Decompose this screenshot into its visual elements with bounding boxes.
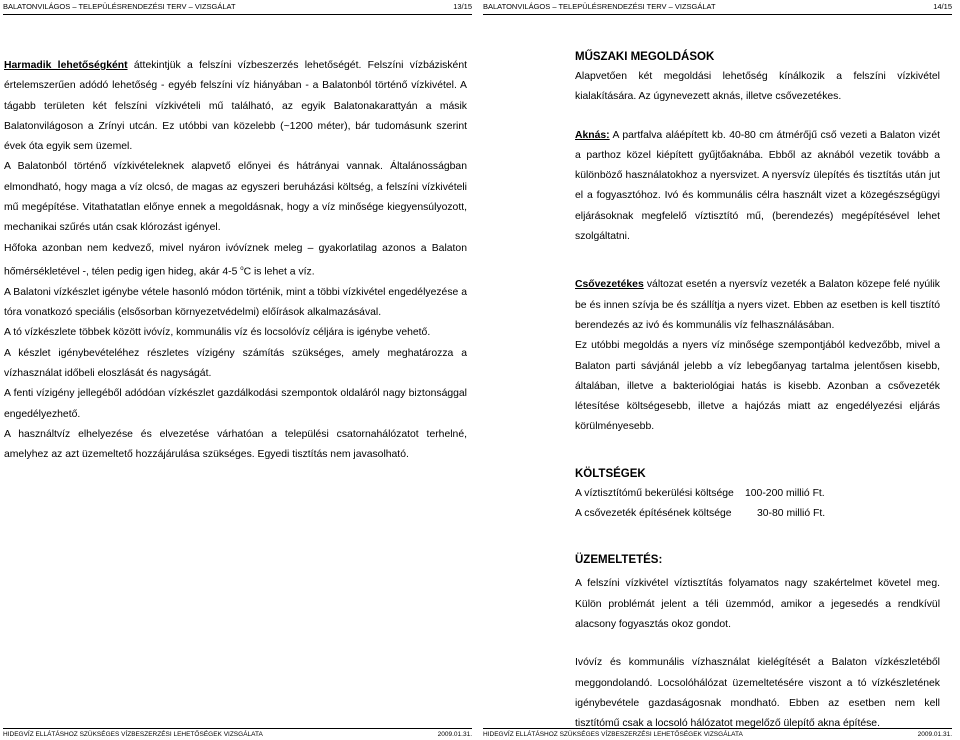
page-header: [3, 0, 472, 15]
paragraph: [575, 126, 940, 248]
page-body: [575, 47, 940, 734]
footer-date: 2009.01.31.: [437, 731, 472, 738]
cost-row: [575, 504, 940, 524]
header-title: BALATONVILÁGOS – TELEPÜLÉSRENDEZÉSI TERV – VIZSGÁLAT: [3, 2, 236, 11]
paragraph: A használtvíz elhelyezése és elvezetése várhatóan a települési csatornahálózatot terhelné, amelyhez az azt üzemeltető hozzájárulása szükséges. Egyedi tisztítás nem javasolható.: [4, 428, 467, 461]
footer-date: 2009.01.31.: [917, 731, 952, 738]
paragraph-text: A partfalva aláépített kb. 40-80 cm átmérőjű cső vezeti a Balaton vizét a parthoz közel kiépített gyűjtőaknába. Ebből az aknából vezetik tovább a különböző használatokhoz a nyersvizet. A nyersvíz ülepítés és tisztítás után jut el a fogyasztóhoz. Ivó és kommunális célra használt vizet a közegészségügyi eljárásoknak megfelelő víztisztító mű, (berendezés) megépítésével lehet szolgáltatni.: [575, 129, 940, 243]
page-footer: [483, 728, 952, 740]
paragraph: Ivóvíz és kommunális vízhasználat kielégítését a Balaton vízkészletéből meggondolandó. Locsolóhálózat üzemeltetésére viszont a tó vízkészletének igénybevétele gazdaságosnak mondható. Ebben az esetben nem kell tisztítómű csak a locsoló hálózatot megelőző ülepítő akna építése.: [575, 657, 940, 730]
paragraph-text: áttekintjük a felszíni vízbeszerzés lehetőségét. Felszíni vízbázisként értelemszerűen adódó lehetőség - egyéb felszíni víz hiányában - a Balatonból történő vízkivétel. A tágabb területen két felszíni vízkivételi mű található, az egyik Balatonakarattyán a másik Balatonvilágoson a Zrínyi utcán. Ez utóbbi van közelebb (~1200 méter), bár tudomásunk szerint évek óta egyik sem üzemel.: [4, 60, 467, 153]
paragraph-text: C is lehet a víz.: [243, 266, 315, 278]
section-heading-operations: ÜZEMELTETÉS:: [575, 554, 663, 567]
page-number: 14/15: [933, 2, 952, 11]
paragraph: Ez utóbbi megoldás a nyers víz minősége szempontjából kedvezőbb, mivel a Balaton parti sávjánál jelebb a víz lebegőanyag tartalma jelentősen kisebb, általában, illetve a bakteriológiai hatás is kisebb. Azonban a csővezeték létesítése költségesebb, illetve a hajózás miatt az engedélyezési eljárás körülményesebb.: [575, 340, 940, 433]
cost-value: 30-80 millió Ft.: [757, 508, 826, 520]
paragraph: Alapvetően két megoldási lehetőség kínálkozik a felszíni vízkivétel kialakítására. Az úgynevezett aknás, illetve csővezetékes.: [575, 71, 940, 103]
degree-sup: o: [240, 265, 244, 272]
paragraph-text: Hőfoka azonban nem kedvező, mivel nyáron ivóvíznek meleg – gyakorlatilag azonos a Balaton hőmérsékletével -, télen pedig igen hideg, akár 4-5: [4, 242, 467, 278]
paragraph: A fenti vízigény jellegéből adódóan vízkészlet gazdálkodási szempontok oldaláról nagy biztonsággal engedélyezhető.: [4, 388, 467, 420]
cost-row: [575, 484, 940, 504]
footer-title: HIDEGVÍZ ELLÁTÁSHOZ SZÜKSÉGES VÍZBESZERZÉSI LEHETŐSÉGEK VIZSGÁLATA: [483, 731, 743, 738]
paragraph: [4, 239, 467, 283]
page-body: [4, 56, 467, 465]
page-footer: [3, 728, 472, 740]
paragraph: [575, 275, 940, 336]
paragraph: [4, 56, 467, 157]
page-header: [483, 0, 952, 15]
section-heading-costs: KÖLTSÉGEK: [575, 467, 646, 480]
paragraph-text: változat esetén a nyersvíz vezeték a Balaton közepe felé nyúlik be és innen szívja be és szállítja a nyers vizet. Ebben az esetben is kell tisztító berendezés az ivó és kommunális víz felhasználásában.: [575, 279, 940, 331]
cost-value: 100-200 millió Ft.: [745, 487, 825, 499]
term-label: Aknás:: [575, 129, 610, 141]
paragraph: A Balatonból történő vízkivételeknek alapvető előnyei és hátrányai vannak. Általánosságban elmondható, hogy maga a víz olcsó, de magas az egyszeri beruházási költség, a felszíni vízkivételi mű megépítése. Vitathatatlan előnye ennek a megoldásnak, hogy a víz minősége kiegyensúlyozott, mechanikai szűrés után csak klórozást igényel.: [4, 161, 467, 234]
paragraph: A készlet igénybevételéhez részletes vízigény számítás szükséges, amely meghatározza a vízhasználat időbeli eloszlását és nagyságát.: [4, 347, 467, 379]
header-title: BALATONVILÁGOS – TELEPÜLÉSRENDEZÉSI TERV – VIZSGÁLAT: [483, 2, 716, 11]
right-page: [480, 0, 960, 740]
page-number: 13/15: [453, 2, 472, 11]
paragraph: A tó vízkészlete többek között ivóvíz, kommunális víz és locsolóvíz céljára is igénybe vehető.: [4, 327, 431, 339]
emphasis-heading: Harmadik lehetőségként: [4, 60, 128, 71]
paragraph: A felszíni vízkivétel víztisztítás folyamatos nagy szakértelmet követel meg. Külön problémát jelent a téli üzemmód, amikor a jegesedés a rendkívül alacsony fogyasztás okoz gondot.: [575, 578, 940, 630]
section-heading-solutions: MŰSZAKI MEGOLDÁSOK: [575, 51, 715, 63]
paragraph: A Balatoni vízkészlet igénybe vétele hasonló módon történik, mint a többi vízkivétel engedélyezése a tóra vonatkozó speciális (elsősorban környezetvédelmi) előírások alkalmazásával.: [4, 286, 467, 319]
cost-label: A csővezeték építésének költsége: [575, 508, 732, 520]
cost-label: A víztisztítómű bekerülési költsége: [575, 487, 734, 499]
footer-title: HIDEGVÍZ ELLÁTÁSHOZ SZÜKSÉGES VÍZBESZERZÉSI LEHETŐSÉGEK VIZSGÁLATA: [3, 731, 263, 738]
term-label: Csővezetékes: [575, 279, 644, 291]
